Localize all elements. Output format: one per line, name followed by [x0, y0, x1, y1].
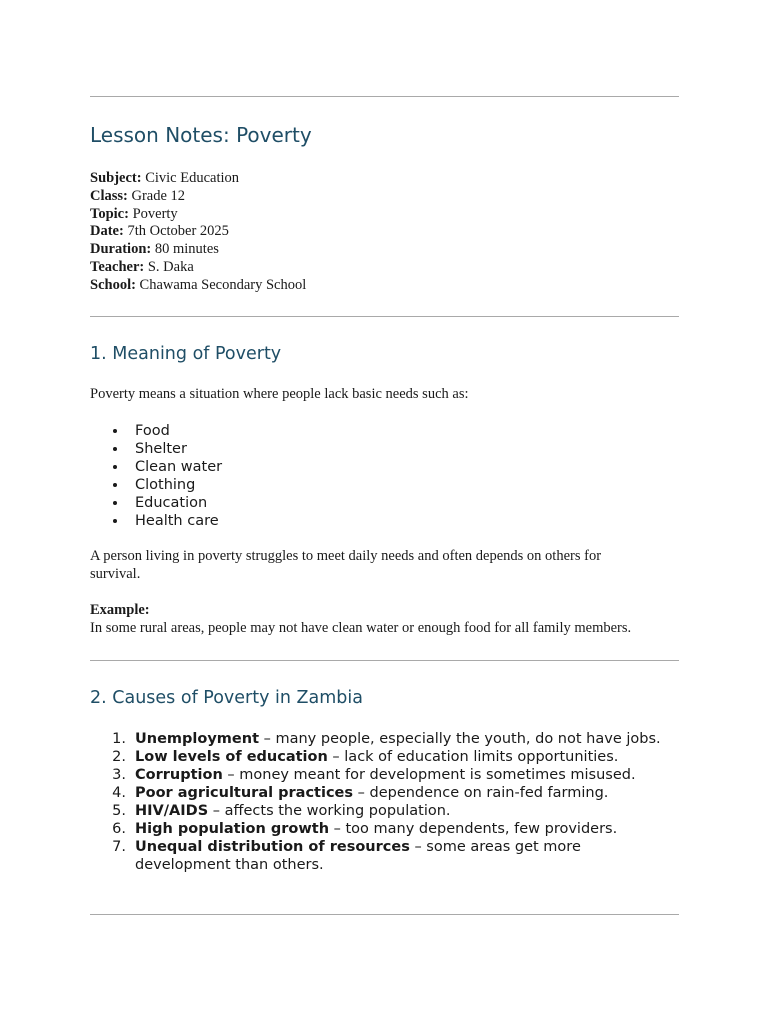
divider-1 [90, 316, 679, 317]
cause-term: Unequal distribution of resources [135, 839, 410, 855]
meta-class [90, 188, 679, 206]
cause-term: HIV/AIDS [135, 803, 209, 819]
meta-value: Poverty [132, 205, 178, 222]
list-item-text: Food [135, 423, 170, 439]
meaning-intro: Poverty means a situation where people lack basic needs such as: [90, 386, 469, 402]
list-item [90, 440, 679, 458]
cause-desc: – lack of education limits opportunities. [327, 749, 619, 765]
cause-desc: – affects the working population. [208, 803, 451, 819]
list-item [90, 838, 670, 874]
list-number: 5. [112, 803, 126, 819]
meta-value: 80 minutes [154, 241, 219, 258]
meta-subject [90, 170, 679, 188]
bullet-icon [113, 447, 117, 451]
meta-label: Teacher: [90, 258, 145, 275]
meta-value: Grade 12 [131, 187, 186, 204]
meta-school [90, 277, 679, 295]
list-item [90, 422, 679, 440]
divider-top [90, 96, 679, 97]
cause-term: Poor agricultural practices [135, 785, 354, 801]
cause-term: Unemployment [135, 731, 260, 747]
causes-list [90, 730, 670, 874]
meta-duration [90, 241, 679, 259]
basic-needs-list [90, 422, 679, 530]
meta-label: Subject: [90, 170, 142, 186]
list-item-text: Shelter [135, 441, 187, 457]
list-number: 2. [112, 749, 126, 765]
cause-term: High population growth [135, 821, 330, 837]
lesson-meta [90, 170, 679, 295]
list-number: 7. [112, 839, 126, 855]
meta-value: Chawama Secondary School [139, 276, 307, 293]
section-heading-meaning: 1. Meaning of Poverty [90, 344, 282, 364]
cause-desc: – many people, especially the youth, do not have jobs. [259, 731, 661, 747]
list-number: 3. [112, 767, 126, 783]
list-item [90, 802, 670, 820]
cause-desc: – some areas get more development than others. [135, 839, 581, 873]
example-block [90, 602, 679, 638]
meta-date [90, 223, 679, 241]
meta-label: Duration: [90, 241, 152, 258]
list-item [90, 476, 679, 494]
meta-label: Class: [90, 187, 128, 204]
meta-label: Date: [90, 223, 124, 240]
list-item [90, 730, 670, 748]
divider-2 [90, 660, 679, 661]
list-item [90, 512, 679, 530]
cause-desc: – too many dependents, few providers. [329, 821, 618, 837]
bullet-icon [113, 429, 117, 433]
list-number: 1. [112, 731, 126, 747]
cause-term: Low levels of education [135, 749, 328, 765]
cause-desc: – dependence on rain-fed farming. [353, 785, 609, 801]
meta-label: Topic: [90, 205, 129, 222]
bullet-icon [113, 519, 117, 523]
list-number: 4. [112, 785, 126, 801]
list-item [90, 766, 670, 784]
divider-bottom [90, 914, 679, 915]
list-item-text: Clothing [135, 477, 196, 493]
meta-teacher [90, 259, 679, 277]
list-number: 6. [112, 821, 126, 837]
list-item [90, 784, 670, 802]
list-item [90, 458, 679, 476]
bullet-icon [113, 483, 117, 487]
cause-term: Corruption [135, 767, 223, 783]
bullet-icon [113, 501, 117, 505]
meta-topic [90, 206, 679, 224]
bullet-icon [113, 465, 117, 469]
example-text: In some rural areas, people may not have clean water or enough food for all family members. [90, 619, 632, 636]
list-item [90, 494, 679, 512]
list-item-text: Education [135, 495, 208, 511]
section-heading-causes: 2. Causes of Poverty in Zambia [90, 688, 363, 708]
list-item [90, 820, 670, 838]
meta-value: 7th October 2025 [127, 223, 229, 240]
example-label: Example: [90, 602, 150, 618]
list-item-text: Clean water [135, 459, 223, 475]
cause-desc: – money meant for development is sometimes misused. [222, 767, 636, 783]
page-title: Lesson Notes: Poverty [90, 123, 312, 147]
list-item [90, 748, 670, 766]
meta-value: S. Daka [147, 258, 194, 275]
list-item-text: Health care [135, 513, 219, 529]
meta-label: School: [90, 276, 136, 293]
meaning-paragraph: A person living in poverty struggles to meet daily needs and often depends on others for survival. [90, 548, 602, 582]
meta-value: Civic Education [145, 170, 240, 186]
